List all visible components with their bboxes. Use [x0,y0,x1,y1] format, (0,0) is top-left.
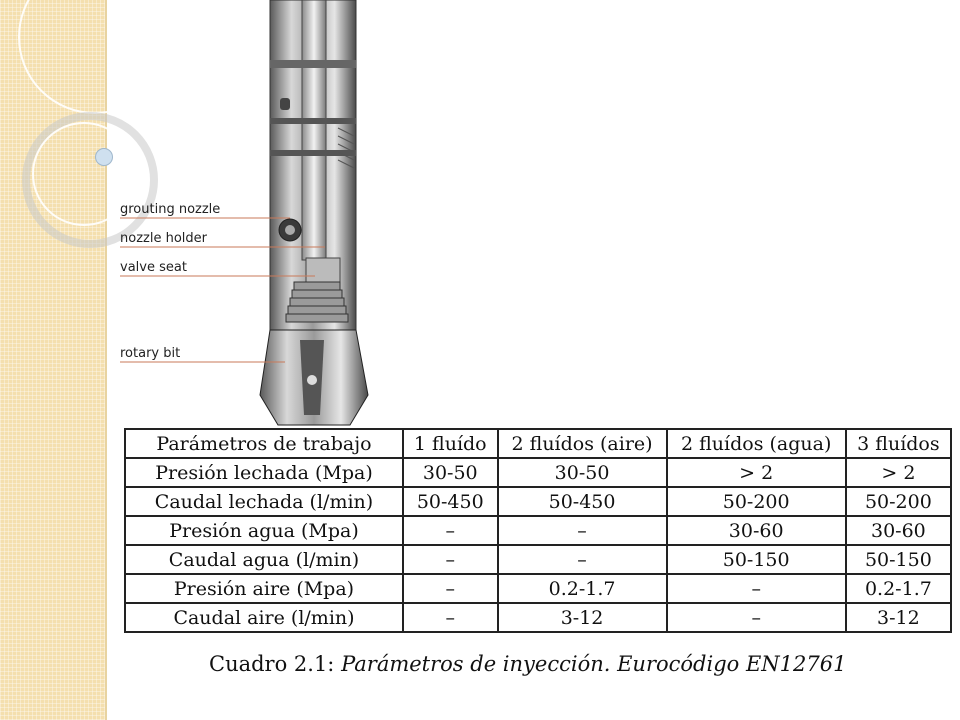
caption-text: Parámetros de inyección. Eurocódigo EN12761 [341,652,847,676]
table-cell: 30-60 [667,516,846,545]
table-cell: Caudal aire (l/min) [125,603,403,632]
table-cell: Presión aire (Mpa) [125,574,403,603]
table-cell: – [498,516,667,545]
table-cell: 0.2-1.7 [846,574,951,603]
table-cell: Caudal lechada (l/min) [125,487,403,516]
table-cell: 0.2-1.7 [498,574,667,603]
table-header-cell: Parámetros de trabajo [125,429,403,458]
jet-grouting-tool-illustration [110,0,410,428]
table-header-cell: 3 fluídos [846,429,951,458]
table-header-cell: 1 fluído [403,429,498,458]
table-cell: 50-200 [846,487,951,516]
table-row [125,545,951,574]
table-cell: 3-12 [846,603,951,632]
table-row [125,458,951,487]
table-row [125,603,951,632]
injection-parameters-table [124,428,952,633]
table-cell: Presión lechada (Mpa) [125,458,403,487]
table-row [125,487,951,516]
table-cell: 30-50 [498,458,667,487]
table-cell: 50-450 [403,487,498,516]
table-cell: 30-50 [403,458,498,487]
table-row [125,516,951,545]
table-cell: > 2 [846,458,951,487]
table-caption [209,652,846,676]
table-header-cell: 2 fluídos (aire) [498,429,667,458]
table-cell: 50-150 [667,545,846,574]
table-header-cell: 2 fluídos (agua) [667,429,846,458]
table-header-row [125,429,951,458]
label-rotary-bit: rotary bit [120,346,181,361]
table-cell: Presión agua (Mpa) [125,516,403,545]
label-nozzle-holder: nozzle holder [120,231,207,246]
table-cell: 50-450 [498,487,667,516]
table-cell: Caudal agua (l/min) [125,545,403,574]
table-cell: 3-12 [498,603,667,632]
caption-prefix: Cuadro 2.1: [209,652,335,676]
table-cell: – [403,574,498,603]
decorative-side-strip [0,0,107,720]
table-cell: – [667,574,846,603]
table-row [125,574,951,603]
table-cell: – [403,603,498,632]
table-cell: 50-150 [846,545,951,574]
table-cell: 30-60 [846,516,951,545]
table-cell: > 2 [667,458,846,487]
table-cell: 50-200 [667,487,846,516]
table-cell: – [403,545,498,574]
table-cell: – [403,516,498,545]
label-valve-seat: valve seat [120,260,187,275]
table-cell: – [667,603,846,632]
label-grouting-nozzle: grouting nozzle [120,202,221,217]
table-cell: – [498,545,667,574]
